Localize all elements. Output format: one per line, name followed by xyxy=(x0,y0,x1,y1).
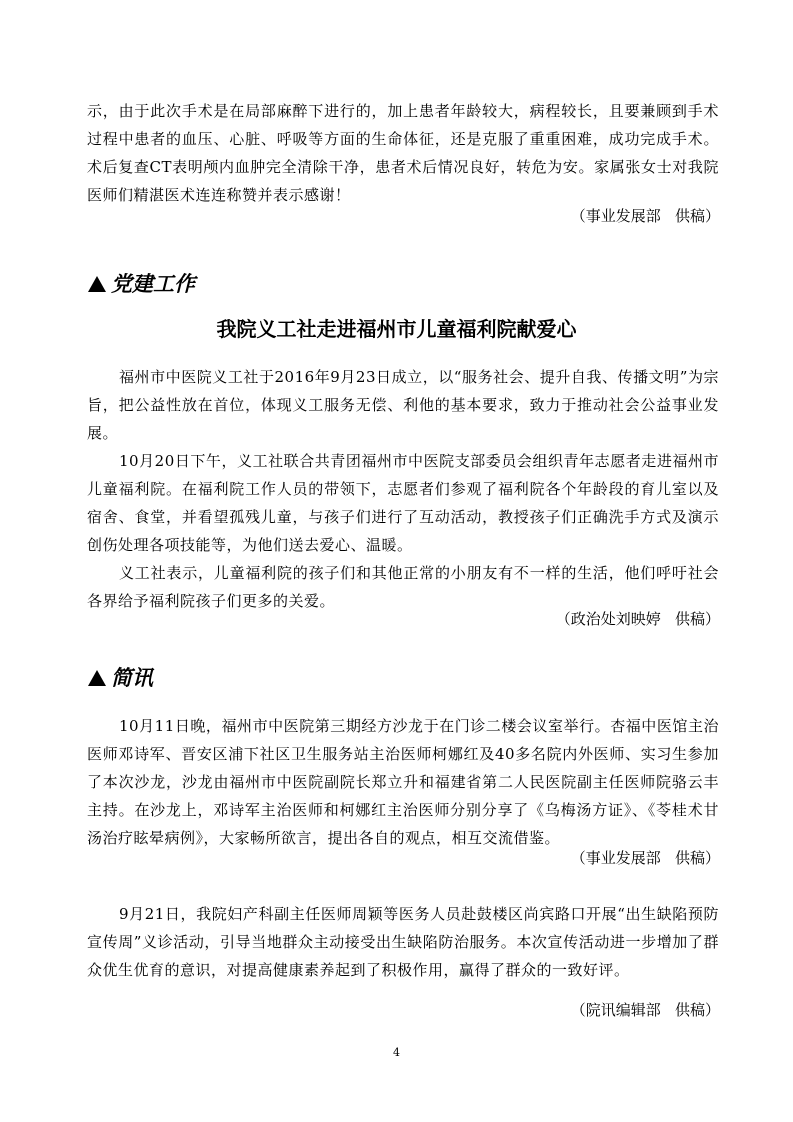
triangle-bullet-icon xyxy=(88,276,106,292)
party-paragraph-2: 10月20日下午，义工社联合共青团福州市中医院支部委员会组织青年志愿者走进福州市儿童福利院。在福利院工作人员的带领下，志愿者们参观了福利院各个年龄段的育儿室以及宿舍、食堂，并看望孤残儿童，与孩子们进行了互动活动，教授孩子们正确洗手方式及演示创伤处理各项技能等，为他们送去爱心、温暖。 xyxy=(87,452,719,554)
party-credit: （政治处刘映婷 供稿） xyxy=(555,610,720,628)
section-heading-party-label: 党建工作 xyxy=(111,271,195,296)
article-title: 我院义工社走进福州市儿童福利院献爱心 xyxy=(216,317,577,341)
brief-credit-1: （事业发展部 供稿） xyxy=(570,849,720,867)
party-paragraph-1: 福州市中医院义工社于2016年9月23日成立，以“服务社会、提升自我、传播文明”为宗旨，把公益性放在首位，体现义工服务无偿、利他的基本要求，致力于推动社会公益事业发展。 xyxy=(87,368,719,442)
triangle-bullet-icon xyxy=(88,670,106,686)
page-number: 4 xyxy=(393,1046,400,1059)
section-heading-party xyxy=(88,270,195,298)
section-heading-brief xyxy=(88,664,153,692)
brief-paragraph-1: 10月11日晚，福州市中医院第三期经方沙龙于在门诊二楼会议室举行。杏福中医馆主治医师邓诗军、晋安区浦下社区卫生服务站主治医师柯娜红及40多名院内外医师、实习生参加了本次沙龙，沙龙由福州市中医院副院长郑立升和福建省第二人民医院副主任医师院骆云丰主持。在沙龙上，邓诗军主治医师和柯娜红主治医师分别分享了《乌梅汤方证》、《苓桂术甘汤治疗眩晕病例》，大家畅所欲言，提出各自的观点，相互交流借鉴。 xyxy=(87,717,719,847)
brief-credit-2: （院讯编辑部 供稿） xyxy=(570,1001,720,1019)
intro-paragraph: 示，由于此次手术是在局部麻醉下进行的，加上患者年龄较大，病程较长，且要兼顾到手术过程中患者的血压、心脏、呼吸等方面的生命体征，还是克服了重重困难，成功完成手术。术后复查CT表明颅内血肿完全清除干净，患者术后情况良好，转危为安。家属张女士对我院医师们精湛医术连连称赞并表示感谢！ xyxy=(87,102,719,204)
intro-credit: （事业发展部 供稿） xyxy=(570,207,720,225)
section-heading-brief-label: 简讯 xyxy=(111,665,153,690)
brief-paragraph-2: 9月21日，我院妇产科副主任医师周颖等医务人员赴鼓楼区尚宾路口开展“出生缺陷预防宣传周”义诊活动，引导当地群众主动接受出生缺陷防治服务。本次宣传活动进一步增加了群众优生优育的意识，对提高健康素养起到了积极作用，赢得了群众的一致好评。 xyxy=(87,905,719,979)
party-paragraph-3: 义工社表示，儿童福利院的孩子们和其他正常的小朋友有不一样的生活，他们呼吁社会各界给予福利院孩子们更多的关爱。 xyxy=(87,564,719,610)
